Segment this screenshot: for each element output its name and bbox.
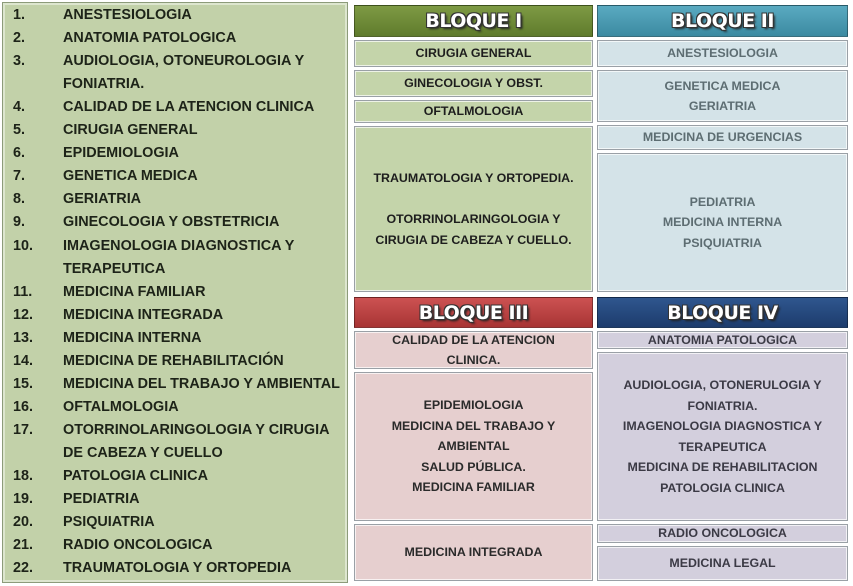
cell-line: TERAPEUTICA [678, 439, 767, 454]
bloque-4-cell-3 [597, 524, 848, 543]
list-item-label: OFTALMOLOGIA [63, 398, 179, 415]
cell-line: IMAGENOLOGIA DIAGNOSTICA Y [622, 419, 823, 433]
list-item-label: MEDICINA INTERNA [63, 329, 202, 346]
cell-line [472, 189, 475, 210]
list-item-number: 2. [13, 30, 26, 47]
cell-line: MEDICINA DE REHABILITACION [627, 460, 818, 474]
bloque-1-cell-1 [354, 40, 593, 67]
list-item-number: 9. [13, 214, 26, 231]
bloque-2-cell-1 [597, 40, 848, 67]
bloque-1-header: BLOQUE I [354, 5, 593, 37]
list-item-label: FONIATRIA. [63, 76, 145, 93]
cell-line: CIRUGIA DE CABEZA Y CUELLO. [375, 232, 572, 247]
cell-line: MEDICINA DEL TRABAJO Y [391, 418, 556, 433]
list-item-label: RADIO ONCOLOGICA [63, 537, 213, 554]
cell-line: ANATOMIA PATOLOGICA [647, 332, 798, 347]
list-item-label: EPIDEMIOLOGIA [63, 145, 179, 162]
cell-line: ANESTESIOLOGIA [667, 46, 778, 61]
list-item-label: CIRUGIA GENERAL [63, 122, 198, 139]
list-item-label: TERAPEUTICA [63, 260, 166, 277]
list-item-number: 1. [13, 7, 26, 23]
list-item-number: 4. [13, 99, 26, 116]
cell-line: MEDICINA LEGAL [669, 556, 776, 571]
cell-line: RADIO ONCOLOGICA [658, 526, 787, 541]
cell-line: AUDIOLOGIA, OTONERULOGIA Y [623, 378, 822, 392]
cell-line: EPIDEMIOLOGIA [423, 398, 524, 413]
list-item-number: 18. [13, 468, 34, 484]
list-item-number: 21. [13, 537, 34, 554]
cell-line: PSIQUIATRIA [683, 235, 762, 250]
cell-line: TRAUMATOLOGIA Y ORTOPEDIA. [373, 171, 574, 185]
cell-line: SALUD PÚBLICA. [421, 459, 526, 474]
bloque-3-header: BLOQUE III [354, 297, 593, 328]
list-item-label: ANATOMIA PATOLOGICA [63, 30, 237, 47]
cell-line: OFTALMOLOGIA [423, 104, 524, 119]
cell-line: CLINICA. [446, 353, 501, 367]
bloque-2-cell-3 [597, 125, 848, 150]
bloque-3-cell-2 [354, 372, 593, 521]
list-item-number: 17. [13, 421, 34, 438]
list-item-label: ANESTESIOLOGIA [63, 7, 192, 23]
bloque-4-header: BLOQUE IV [597, 297, 848, 328]
list-item-label: GERIATRIA [63, 191, 142, 208]
list-item-label: TRAUMATOLOGIA Y ORTOPEDIA [63, 560, 292, 577]
list-item-label: OTORRINOLARINGOLOGIA Y CIRUGIA [63, 421, 330, 438]
bloque-4-cell-2 [597, 352, 848, 521]
list-item-number: 22. [13, 560, 34, 577]
cell-line: MEDICINA INTERNA [662, 215, 783, 230]
list-item-label: CALIDAD DE LA ATENCION CLINICA [63, 99, 315, 116]
bloque-4-cell-1 [597, 331, 848, 349]
list-item-number: 16. [13, 398, 34, 415]
list-item-label: AUDIOLOGIA, OTONEUROLOGIA Y [63, 53, 305, 70]
cell-line: PATOLOGIA CLINICA [660, 480, 785, 495]
list-item-label: MEDICINA DE REHABILITACIÓN [63, 352, 284, 369]
cell-line: GENETICA MEDICA [664, 78, 781, 93]
cell-line: MEDICINA FAMILIAR [412, 480, 535, 495]
cell-line: MEDICINA INTEGRADA [404, 545, 543, 560]
bloque-4-cell-4 [597, 546, 848, 581]
bloque-2-cell-4 [597, 153, 848, 292]
cell-line: FONIATRIA. [687, 398, 758, 413]
list-item-label: IMAGENOLOGIA DIAGNOSTICA Y [63, 237, 295, 254]
list-item-label: PSIQUIATRIA [63, 514, 155, 531]
list-item-number: 6. [13, 145, 26, 162]
list-item-number: 7. [13, 168, 26, 185]
cell-line: AMBIENTAL [437, 439, 510, 454]
list-item-number: 14. [13, 352, 34, 369]
bloque-1-cell-4 [354, 126, 593, 292]
specialty-list [2, 2, 348, 583]
list-item-label: PATOLOGIA CLINICA [63, 468, 208, 484]
bloque-2-cell-2 [597, 70, 848, 122]
list-item-number: 15. [13, 375, 34, 392]
bloque-1-cell-2 [354, 70, 593, 97]
list-item-label: GENETICA MEDICA [63, 168, 198, 185]
cell-line: GERIATRIA [688, 99, 757, 113]
bloque-1-cell-3 [354, 100, 593, 123]
list-item-number: 3. [13, 53, 26, 70]
list-item-number: 13. [13, 329, 34, 346]
bloque-3-cell-3 [354, 524, 593, 581]
list-item-label: MEDICINA DEL TRABAJO Y AMBIENTAL [63, 375, 340, 392]
list-item-number: 12. [13, 306, 34, 323]
list-item-number: 11. [13, 283, 33, 300]
list-item-number: 8. [13, 191, 26, 208]
bloque-3-cell-1 [354, 331, 593, 369]
cell-line: OTORRINOLARINGOLOGIA Y [386, 212, 561, 226]
list-item-label: DE CABEZA Y CUELLO [63, 444, 223, 461]
list-item-label: MEDICINA INTEGRADA [63, 306, 224, 323]
list-item-number: 20. [13, 514, 34, 531]
list-item-number: 10. [13, 237, 34, 254]
list-item-label: GINECOLOGIA Y OBSTETRICIA [63, 214, 280, 231]
list-item-label: MEDICINA FAMILIAR [63, 283, 206, 300]
list-item-number: 19. [13, 491, 34, 508]
list-item-label: PEDIATRIA [63, 491, 140, 508]
list-item-number: 5. [13, 122, 26, 139]
cell-line: GINECOLOGIA Y OBST. [404, 76, 543, 91]
cell-line: MEDICINA DE URGENCIAS [642, 130, 803, 145]
cell-line: CALIDAD DE LA ATENCION [392, 332, 555, 347]
cell-line: PEDIATRIA [689, 194, 756, 209]
cell-line: CIRUGIA GENERAL [415, 46, 532, 61]
bloque-2-header: BLOQUE II [597, 5, 848, 37]
